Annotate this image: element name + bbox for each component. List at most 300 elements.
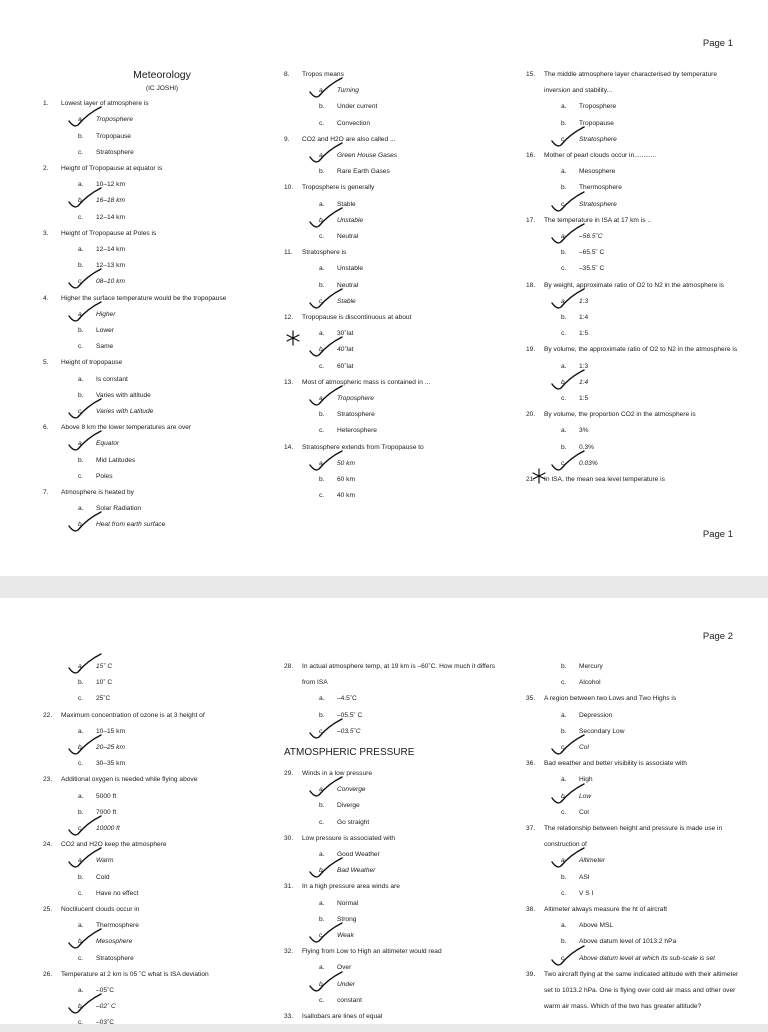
- option-letter: c.: [319, 932, 325, 940]
- answer-option[interactable]: [43, 210, 263, 226]
- option-letter: a.: [78, 181, 84, 189]
- option-letter: a.: [78, 663, 84, 670]
- answer-option-selected[interactable]: [526, 853, 741, 869]
- option-text: –02˚ C: [96, 1003, 116, 1011]
- question-number: 35.: [526, 695, 536, 703]
- option-text: 15˚ C: [96, 663, 113, 670]
- option-letter: a.: [78, 310, 84, 318]
- question-text: [526, 902, 741, 918]
- answer-option[interactable]: [284, 229, 504, 245]
- answer-option[interactable]: [284, 708, 504, 724]
- question-number: 2.: [43, 165, 49, 173]
- column-1: [43, 659, 263, 1032]
- option-letter: b.: [78, 262, 84, 270]
- question-label: Bad weather and better visibility is associate with: [544, 760, 687, 768]
- question-label: The temperature in ISA at 17 km is ..: [544, 216, 652, 224]
- option-text: Neutral: [337, 281, 359, 289]
- question-number: 20.: [526, 411, 536, 419]
- question-text: [43, 420, 263, 436]
- answer-option-selected[interactable]: [284, 148, 504, 164]
- answer-option-selected[interactable]: [43, 517, 263, 533]
- question-label: Flying from Low to High an altimeter would read: [302, 948, 442, 956]
- option-letter: b.: [78, 521, 84, 529]
- answer-option[interactable]: [43, 129, 263, 145]
- question-number: 30.: [284, 834, 294, 842]
- question-number: 7.: [43, 489, 49, 497]
- answer-option-selected[interactable]: [526, 375, 741, 391]
- answer-option[interactable]: [526, 805, 741, 821]
- option-letter: c.: [561, 744, 567, 752]
- question-text: [43, 96, 263, 112]
- option-letter: b.: [561, 443, 567, 451]
- option-letter: a.: [78, 440, 84, 448]
- answer-option[interactable]: [284, 326, 504, 342]
- section-heading: ATMOSPHERIC PRESSURE: [284, 747, 415, 759]
- option-text: Col: [579, 744, 589, 752]
- answer-option[interactable]: [526, 245, 741, 261]
- answer-option[interactable]: [43, 870, 263, 886]
- answer-option[interactable]: [43, 805, 263, 821]
- option-letter: a.: [78, 505, 84, 513]
- option-letter: b.: [319, 476, 325, 484]
- option-text: Good Weather: [337, 851, 380, 859]
- answer-option[interactable]: [526, 359, 741, 375]
- option-text: Troposphere: [579, 103, 617, 111]
- answer-option[interactable]: [284, 993, 504, 1009]
- option-text: Troposphere: [96, 116, 133, 124]
- answer-option-selected[interactable]: [43, 193, 263, 209]
- question-label: Additional oxygen is needed while flying above: [61, 776, 198, 784]
- option-text: Varies with altitude: [96, 391, 151, 399]
- answer-option[interactable]: [43, 145, 263, 161]
- option-letter: a.: [319, 200, 325, 208]
- question-number: 9.: [284, 135, 290, 143]
- option-letter: b.: [78, 873, 84, 881]
- option-letter: c.: [78, 954, 84, 962]
- option-letter: a.: [561, 711, 567, 719]
- option-text: Mesosphere: [579, 168, 616, 176]
- option-letter: b.: [561, 873, 567, 881]
- option-letter: c.: [561, 954, 567, 962]
- option-text: 1:5: [579, 395, 589, 403]
- question-label: Tropopause is discontinuous at about: [302, 314, 412, 322]
- option-text: Alcohol: [579, 679, 601, 687]
- option-letter: b.: [561, 727, 567, 735]
- option-text: 12–14 km: [96, 246, 125, 254]
- question-number: 33.: [284, 1013, 294, 1021]
- answer-option[interactable]: [284, 691, 504, 707]
- option-text: 40 km: [337, 492, 355, 500]
- answer-option[interactable]: [43, 323, 263, 339]
- option-letter: c.: [319, 297, 325, 305]
- question-number: 16.: [526, 152, 536, 160]
- answer-option-selected[interactable]: [43, 112, 263, 128]
- question-text: [43, 772, 263, 788]
- question-text: [43, 708, 263, 724]
- option-text: 50 km: [337, 459, 355, 467]
- option-letter: b.: [78, 1003, 84, 1011]
- option-letter: a.: [78, 792, 84, 800]
- answer-option-selected[interactable]: [526, 229, 741, 245]
- question-label: CO2 and H2O are also called ...: [302, 135, 396, 143]
- question-label: Height of tropopause: [61, 359, 123, 367]
- document-author: (IC JOSHI): [145, 85, 179, 93]
- question-number: 39.: [526, 970, 536, 978]
- answer-option-selected[interactable]: [526, 294, 741, 310]
- answer-option-selected[interactable]: [43, 999, 263, 1015]
- option-text: Green House Gases: [337, 152, 398, 160]
- option-text: 1:3: [579, 297, 589, 305]
- option-text: Heat from earth surface: [96, 521, 166, 529]
- option-letter: a.: [319, 899, 325, 907]
- answer-option[interactable]: [284, 798, 504, 814]
- option-letter: a.: [78, 116, 84, 124]
- question-label: In a high pressure area winds are: [302, 883, 400, 891]
- answer-option-selected[interactable]: [526, 789, 741, 805]
- option-text: Mesosphere: [96, 938, 133, 946]
- question-number: 11.: [284, 249, 293, 257]
- answer-option[interactable]: [526, 724, 741, 740]
- answer-option[interactable]: [526, 934, 741, 950]
- option-letter: a.: [78, 246, 84, 254]
- option-text: 12–13 km: [96, 262, 125, 270]
- answer-option[interactable]: [526, 659, 741, 675]
- question-text: [43, 161, 263, 177]
- question-number: 1.: [43, 100, 49, 108]
- option-text: Stratosphere: [579, 200, 617, 208]
- answer-option[interactable]: [526, 116, 741, 132]
- answer-option[interactable]: [526, 423, 741, 439]
- option-text: Stable: [337, 200, 356, 208]
- answer-option[interactable]: [526, 886, 741, 902]
- question-text: [284, 67, 504, 83]
- question-number: 8.: [284, 71, 290, 78]
- answer-option[interactable]: [526, 310, 741, 326]
- option-letter: b.: [319, 980, 325, 988]
- answer-option[interactable]: [43, 886, 263, 902]
- answer-option[interactable]: [43, 177, 263, 193]
- option-text: Stratosphere: [579, 135, 617, 143]
- option-text: 7000 ft: [96, 808, 117, 816]
- question-number: 36.: [526, 760, 536, 768]
- option-text: 10˚ C: [96, 679, 113, 687]
- option-letter: b.: [561, 663, 567, 670]
- question-number: 28.: [284, 663, 294, 670]
- answer-option[interactable]: [526, 918, 741, 934]
- question-text: [284, 944, 504, 960]
- answer-option-selected[interactable]: [284, 83, 504, 99]
- question-text: [284, 245, 504, 261]
- option-text: Unstable: [337, 265, 364, 273]
- answer-option-selected[interactable]: [43, 436, 263, 452]
- answer-option[interactable]: [284, 847, 504, 863]
- answer-option[interactable]: [284, 278, 504, 294]
- option-text: Warm: [96, 857, 114, 865]
- answer-option[interactable]: [43, 469, 263, 485]
- answer-option-selected[interactable]: [284, 213, 504, 229]
- option-text: Secondary Low: [579, 727, 625, 735]
- option-letter: b.: [319, 216, 325, 224]
- option-text: Stratosphere: [96, 954, 134, 962]
- option-text: Solar Radiation: [96, 505, 142, 513]
- question-text: [43, 291, 263, 307]
- option-text: Is constant: [96, 375, 128, 383]
- question-label: Mother of pearl clouds occur in............: [544, 152, 657, 160]
- answer-option[interactable]: [43, 242, 263, 258]
- question-label: Winds in a low pressure: [302, 770, 372, 778]
- option-letter: b.: [319, 711, 325, 719]
- option-text: Equator: [96, 440, 120, 448]
- option-letter: a.: [319, 265, 325, 273]
- option-letter: c.: [561, 135, 567, 143]
- option-letter: a.: [319, 395, 325, 403]
- question-text: [526, 821, 741, 853]
- question-number: 6.: [43, 424, 49, 432]
- option-text: Heterosphere: [337, 427, 377, 435]
- question-number: 37.: [526, 825, 536, 833]
- option-text: Under: [337, 980, 355, 988]
- page-number-bottom: Page 1: [702, 529, 733, 540]
- option-text: Neutral: [337, 233, 359, 241]
- question-label: Isallobars are lines of equal: [302, 1013, 383, 1021]
- answer-option[interactable]: [284, 423, 504, 439]
- option-text: Rare Earth Gases: [337, 168, 390, 176]
- answer-option-selected[interactable]: [43, 307, 263, 323]
- answer-option-selected[interactable]: [284, 724, 504, 740]
- question-text: [526, 342, 741, 358]
- option-letter: b.: [561, 249, 567, 257]
- answer-option[interactable]: [43, 691, 263, 707]
- answer-option[interactable]: [284, 896, 504, 912]
- answer-option-selected[interactable]: [526, 456, 741, 472]
- option-letter: b.: [78, 327, 84, 335]
- question-number: 14.: [284, 443, 294, 451]
- option-letter: c.: [561, 889, 567, 897]
- answer-option[interactable]: [43, 388, 263, 404]
- answer-option-selected[interactable]: [284, 342, 504, 358]
- answer-option[interactable]: [284, 261, 504, 277]
- option-letter: a.: [561, 233, 567, 241]
- answer-option[interactable]: [43, 951, 263, 967]
- answer-option-selected[interactable]: [284, 863, 504, 879]
- option-text: 3%: [579, 427, 589, 435]
- option-letter: c.: [78, 889, 84, 897]
- answer-option[interactable]: [526, 326, 741, 342]
- option-letter: b.: [319, 867, 325, 875]
- option-text: 10000 ft: [96, 825, 120, 833]
- option-text: 12–14 km: [96, 213, 125, 221]
- option-text: Troposphere: [337, 395, 374, 403]
- option-letter: c.: [319, 427, 325, 435]
- answer-option-selected[interactable]: [284, 391, 504, 407]
- option-letter: b.: [319, 915, 325, 923]
- answer-option-selected[interactable]: [284, 782, 504, 798]
- option-text: High: [579, 776, 593, 784]
- column-2: [284, 659, 504, 1025]
- option-letter: b.: [561, 378, 567, 386]
- answer-option-selected[interactable]: [526, 740, 741, 756]
- option-letter: a.: [78, 987, 84, 995]
- answer-option[interactable]: [284, 359, 504, 375]
- option-text: 1:4: [579, 378, 589, 386]
- option-letter: a.: [319, 330, 325, 338]
- option-letter: c.: [561, 679, 567, 687]
- answer-option-selected[interactable]: [284, 977, 504, 993]
- question-text: [284, 659, 504, 691]
- answer-option[interactable]: [43, 756, 263, 772]
- answer-option-selected[interactable]: [284, 294, 504, 310]
- answer-option-selected[interactable]: [526, 951, 741, 967]
- option-text: 1:3: [579, 362, 589, 370]
- option-letter: a.: [561, 362, 567, 370]
- answer-option[interactable]: [284, 488, 504, 504]
- question-label: In actual atmosphere temp, at 19 km is –60˚C. How much it differs from ISA: [302, 663, 496, 687]
- option-letter: a.: [561, 776, 567, 784]
- answer-option[interactable]: [284, 912, 504, 928]
- answer-option[interactable]: [526, 180, 741, 196]
- option-text: Above datum level of 1013.2 hPa: [579, 938, 677, 946]
- answer-option[interactable]: [284, 99, 504, 115]
- answer-option-selected[interactable]: [526, 132, 741, 148]
- option-letter: c.: [319, 233, 325, 241]
- answer-option[interactable]: [526, 772, 741, 788]
- answer-option[interactable]: [526, 261, 741, 277]
- answer-option[interactable]: [43, 675, 263, 691]
- question-label: Most of atmospheric mass is contained in ...: [302, 378, 431, 386]
- question-text: [284, 375, 504, 391]
- option-text: 30˚lat: [337, 330, 354, 338]
- question-label: Altimeter always measure the ht of aircraft: [544, 906, 668, 914]
- option-text: 30–35 km: [96, 760, 125, 768]
- answer-option[interactable]: [526, 675, 741, 691]
- option-text: 08–10 km: [96, 278, 125, 286]
- answer-option[interactable]: [284, 960, 504, 976]
- option-letter: b.: [561, 119, 567, 127]
- option-text: Weak: [337, 932, 354, 940]
- question-text: [526, 472, 741, 488]
- answer-option[interactable]: [284, 116, 504, 132]
- answer-option[interactable]: [43, 789, 263, 805]
- answer-option[interactable]: [43, 501, 263, 517]
- question-label: CO2 and H2O keep the atmosphere: [61, 841, 167, 849]
- answer-option-selected[interactable]: [43, 274, 263, 290]
- question-number: 29.: [284, 770, 294, 778]
- page-number-top: Page 1: [702, 38, 733, 49]
- option-letter: c.: [319, 119, 325, 127]
- column-1: [43, 67, 263, 534]
- answer-option[interactable]: [526, 870, 741, 886]
- option-letter: c.: [319, 818, 325, 826]
- option-letter: a.: [561, 922, 567, 930]
- answer-option[interactable]: [284, 472, 504, 488]
- option-text: Strong: [337, 915, 357, 923]
- answer-option-selected[interactable]: [526, 197, 741, 213]
- question-number: 23.: [43, 776, 53, 784]
- answer-option[interactable]: [43, 918, 263, 934]
- option-letter: b.: [78, 938, 84, 946]
- option-letter: a.: [561, 168, 567, 176]
- answer-option[interactable]: [284, 164, 504, 180]
- question-text: [526, 278, 741, 294]
- answer-option[interactable]: [43, 453, 263, 469]
- option-text: 16–18 km: [96, 197, 125, 205]
- option-letter: c.: [78, 825, 84, 833]
- answer-option-selected[interactable]: [43, 821, 263, 837]
- option-text: Converge: [337, 786, 366, 794]
- question-number: 13.: [284, 378, 294, 386]
- option-letter: c.: [319, 362, 325, 370]
- option-text: Thermosphere: [96, 922, 139, 930]
- answer-option-selected[interactable]: [284, 456, 504, 472]
- answer-option-selected[interactable]: [43, 740, 263, 756]
- answer-option[interactable]: [43, 372, 263, 388]
- question-number: 17.: [526, 216, 536, 224]
- answer-option[interactable]: [284, 197, 504, 213]
- answer-option[interactable]: [43, 724, 263, 740]
- option-letter: b.: [78, 456, 84, 464]
- question-label: By volume, the approximate ratio of O2 to N2 in the atmosphere is: [544, 346, 738, 354]
- answer-option-selected[interactable]: [43, 853, 263, 869]
- answer-option[interactable]: [526, 708, 741, 724]
- option-letter: a.: [561, 297, 567, 305]
- question-number: 25.: [43, 906, 53, 914]
- answer-option[interactable]: [526, 164, 741, 180]
- option-text: –35.5˚ C: [579, 265, 605, 273]
- option-letter: a.: [319, 87, 325, 95]
- option-text: Unstable: [337, 216, 364, 224]
- question-label: Low pressure is associated with: [302, 834, 396, 842]
- option-text: ASI: [579, 873, 590, 881]
- answer-option[interactable]: [284, 815, 504, 831]
- question-number: 12.: [284, 314, 294, 322]
- option-text: 1:4: [579, 314, 589, 322]
- option-text: Varies with Latitude: [96, 408, 154, 416]
- option-text: 20–25 km: [96, 744, 125, 752]
- answer-option[interactable]: [526, 99, 741, 115]
- option-letter: c.: [78, 695, 84, 703]
- question-number: 26.: [43, 970, 53, 978]
- answer-option[interactable]: [526, 440, 741, 456]
- answer-option[interactable]: [43, 983, 263, 999]
- page-number-top: Page 2: [702, 631, 733, 642]
- option-letter: c.: [319, 727, 325, 735]
- answer-option-selected[interactable]: [43, 659, 263, 675]
- question-label: Higher the surface temperature would be the tropopause: [61, 294, 227, 302]
- answer-option-selected[interactable]: [43, 934, 263, 950]
- answer-option[interactable]: [526, 391, 741, 407]
- question-number: 22.: [43, 711, 53, 719]
- question-number: 3.: [43, 229, 49, 237]
- option-text: 60 km: [337, 476, 355, 484]
- option-text: 60˚lat: [337, 362, 354, 370]
- question-label: Troposphere is generally: [302, 184, 375, 192]
- option-text: –65.5˚ C: [579, 249, 605, 257]
- option-letter: a.: [319, 964, 325, 972]
- answer-option[interactable]: [43, 258, 263, 274]
- option-text: Above datum level at which its sub-scale is set: [579, 954, 715, 962]
- answer-option[interactable]: [284, 407, 504, 423]
- document-title: Meteorology: [133, 69, 191, 81]
- answer-option-selected[interactable]: [43, 404, 263, 420]
- answer-option-selected[interactable]: [284, 928, 504, 944]
- answer-option[interactable]: [43, 339, 263, 355]
- option-text: Col: [579, 808, 589, 816]
- option-text: Mid Latitudes: [96, 456, 136, 464]
- option-letter: c.: [78, 148, 84, 156]
- option-letter: a.: [319, 459, 325, 467]
- option-text: Above MSL: [579, 922, 614, 930]
- option-letter: a.: [561, 427, 567, 435]
